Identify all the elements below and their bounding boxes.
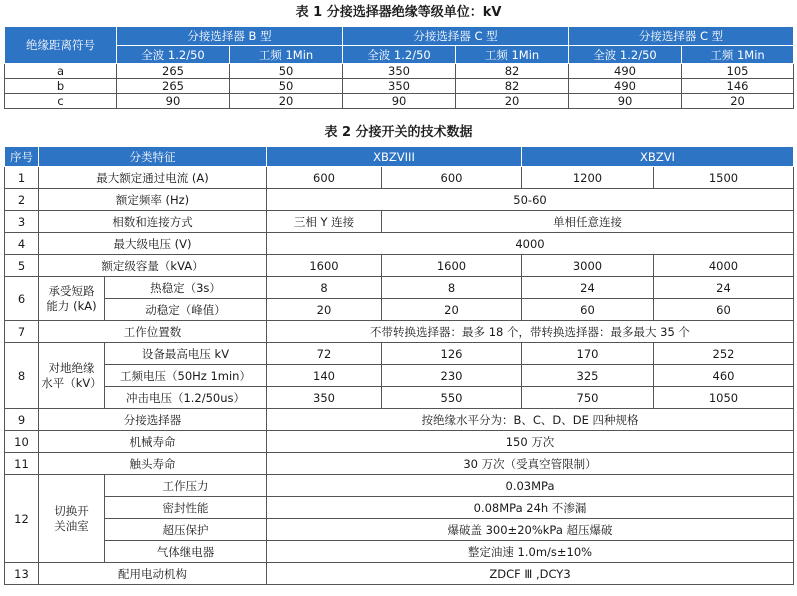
sub-label: 冲击电压（1.2/50us） xyxy=(105,387,267,409)
sub-label: 工频电压（50Hz 1min） xyxy=(105,365,267,387)
cell: 90 xyxy=(569,94,682,109)
cell: 252 xyxy=(654,343,794,365)
group-header-b: 分接选择器 B 型 xyxy=(117,27,343,46)
subheader: 全波 1.2/50 xyxy=(343,46,456,64)
cell: 150 万次 xyxy=(267,431,794,453)
subheader: 工频 1Min xyxy=(682,46,794,64)
table-row xyxy=(5,299,794,321)
table-row xyxy=(5,255,794,277)
table-row xyxy=(5,387,794,409)
cell: 1500 xyxy=(654,167,794,189)
table2-caption: 表 2 分接开关的技术数据 xyxy=(324,125,473,140)
row-no: 6 xyxy=(5,277,39,321)
table-row xyxy=(5,431,794,453)
subheader: 全波 1.2/50 xyxy=(569,46,682,64)
table-row xyxy=(5,365,794,387)
row-no: 8 xyxy=(5,343,39,409)
row-label: 最大额定通过电流 (A) xyxy=(39,167,267,189)
table-row xyxy=(5,211,794,233)
cell: 140 xyxy=(267,365,382,387)
table-row xyxy=(5,189,794,211)
sub-label: 气体继电器 xyxy=(105,541,267,563)
row-no: 1 xyxy=(5,167,39,189)
row-no: 11 xyxy=(5,453,39,475)
cell: 265 xyxy=(117,64,230,79)
cell: 90 xyxy=(343,94,456,109)
header-xbz6: XBZVI xyxy=(522,147,794,167)
cell: 72 xyxy=(267,343,382,365)
cell: 325 xyxy=(522,365,654,387)
group-label-line1: 承受短路 xyxy=(48,283,95,298)
cell: 3000 xyxy=(522,255,654,277)
header-xbz8: XBZVIII xyxy=(267,147,522,167)
cell: 126 xyxy=(382,343,522,365)
sub-label: 工作压力 xyxy=(105,475,267,497)
group-label-line2: 能力 (kA) xyxy=(46,298,97,313)
cell: 按绝缘水平分为：B、C、D、DE 四种规格 xyxy=(267,409,794,431)
cell: 1200 xyxy=(522,167,654,189)
cell: 20 xyxy=(267,299,382,321)
cell: 8 xyxy=(267,277,382,299)
cell: 350 xyxy=(343,79,456,94)
cell: 4000 xyxy=(654,255,794,277)
cell: 20 xyxy=(682,94,794,109)
header-feature: 分类特征 xyxy=(39,147,267,167)
group-label xyxy=(39,475,105,563)
cell: 30 万次（受真空管限制） xyxy=(267,453,794,475)
cell: 整定油速 1.0m/s±10% xyxy=(267,541,794,563)
cell: 170 xyxy=(522,343,654,365)
cell: 24 xyxy=(522,277,654,299)
cell: 600 xyxy=(382,167,522,189)
table-row xyxy=(5,519,794,541)
row-label: 最大级电压 (V) xyxy=(39,233,267,255)
cell: 230 xyxy=(382,365,522,387)
row-label: c xyxy=(5,94,117,109)
table-row xyxy=(5,64,794,79)
cell: 105 xyxy=(682,64,794,79)
group-label-line1: 对地绝缘 xyxy=(48,360,95,375)
sub-label: 设备最高电压 kV xyxy=(105,343,267,365)
table-row xyxy=(5,563,794,585)
row-no: 4 xyxy=(5,233,39,255)
cell: 146 xyxy=(682,79,794,94)
group-label xyxy=(39,343,105,409)
sub-label: 动稳定（峰值） xyxy=(105,299,267,321)
cell: 60 xyxy=(654,299,794,321)
sub-label: 密封性能 xyxy=(105,497,267,519)
row-label: 工作位置数 xyxy=(39,321,267,343)
row-label: a xyxy=(5,64,117,79)
table-row xyxy=(5,475,794,497)
cell: 82 xyxy=(456,64,569,79)
row-label: 额定频率 (Hz) xyxy=(39,189,267,211)
cell: 60 xyxy=(522,299,654,321)
cell: 600 xyxy=(267,167,382,189)
cell: 90 xyxy=(117,94,230,109)
table-row xyxy=(5,167,794,189)
insulation-level-table xyxy=(4,26,794,109)
table-row xyxy=(5,409,794,431)
row-no: 3 xyxy=(5,211,39,233)
cell: 550 xyxy=(382,387,522,409)
table-row xyxy=(5,94,794,109)
group-label-line2: 关油室 xyxy=(54,518,89,533)
cell: 460 xyxy=(654,365,794,387)
row-label: 机械寿命 xyxy=(39,431,267,453)
table-row xyxy=(5,497,794,519)
cell: 490 xyxy=(569,64,682,79)
cell: 爆破盖 300±20%kPa 超压爆破 xyxy=(267,519,794,541)
row-label: 相数和连接方式 xyxy=(39,211,267,233)
cell: 1600 xyxy=(267,255,382,277)
table-row xyxy=(5,541,794,563)
cell: 490 xyxy=(569,79,682,94)
cell: 50 xyxy=(230,64,343,79)
group-header-c2: 分接选择器 C 型 xyxy=(569,27,794,46)
group-label-line2: 水平（kV） xyxy=(41,375,102,390)
cell: 单相任意连接 xyxy=(382,211,794,233)
row-no: 13 xyxy=(5,563,39,585)
group-label xyxy=(39,277,105,321)
row-no: 7 xyxy=(5,321,39,343)
cell: 0.08MPa 24h 不渗漏 xyxy=(267,497,794,519)
subheader: 工频 1Min xyxy=(230,46,343,64)
row-label: b xyxy=(5,79,117,94)
table-row xyxy=(5,233,794,255)
row-no: 10 xyxy=(5,431,39,453)
cell: 4000 xyxy=(267,233,794,255)
subheader: 全波 1.2/50 xyxy=(117,46,230,64)
cell: 不带转换选择器：最多 18 个，带转换选择器：最多最大 35 个 xyxy=(267,321,794,343)
cell: 8 xyxy=(382,277,522,299)
cell: 1600 xyxy=(382,255,522,277)
table-row xyxy=(5,79,794,94)
table-row xyxy=(5,343,794,365)
cell: 350 xyxy=(343,64,456,79)
cell: 750 xyxy=(522,387,654,409)
cell: 82 xyxy=(456,79,569,94)
cell: 20 xyxy=(230,94,343,109)
row-no: 5 xyxy=(5,255,39,277)
group-label-line1: 切换开 xyxy=(54,503,89,518)
table-row xyxy=(5,277,794,299)
cell: 50 xyxy=(230,79,343,94)
cell: 0.03MPa xyxy=(267,475,794,497)
cell: 50-60 xyxy=(267,189,794,211)
sub-label: 热稳定（3s） xyxy=(105,277,267,299)
technical-data-table xyxy=(4,146,794,585)
cell: 三相 Y 连接 xyxy=(267,211,382,233)
table-row xyxy=(5,453,794,475)
group-header-c1: 分接选择器 C 型 xyxy=(343,27,569,46)
row-label: 额定级容量（kVA） xyxy=(39,255,267,277)
subheader: 工频 1Min xyxy=(456,46,569,64)
cell: 24 xyxy=(654,277,794,299)
table1-caption: 表 1 分接选择器绝缘等级单位：kV xyxy=(295,5,502,20)
header-no: 序号 xyxy=(5,147,39,167)
cell: ZDCF Ⅲ ,DCY3 xyxy=(267,563,794,585)
row-label: 触头寿命 xyxy=(39,453,267,475)
row-label: 分接选择器 xyxy=(39,409,267,431)
row-no: 12 xyxy=(5,475,39,563)
cell: 265 xyxy=(117,79,230,94)
row-no: 2 xyxy=(5,189,39,211)
table-row xyxy=(5,321,794,343)
row-no: 9 xyxy=(5,409,39,431)
cell: 20 xyxy=(382,299,522,321)
cell: 1050 xyxy=(654,387,794,409)
row-label: 配用电动机构 xyxy=(39,563,267,585)
row-header: 绝缘距离符号 xyxy=(5,27,117,64)
sub-label: 超压保护 xyxy=(105,519,267,541)
cell: 350 xyxy=(267,387,382,409)
cell: 20 xyxy=(456,94,569,109)
